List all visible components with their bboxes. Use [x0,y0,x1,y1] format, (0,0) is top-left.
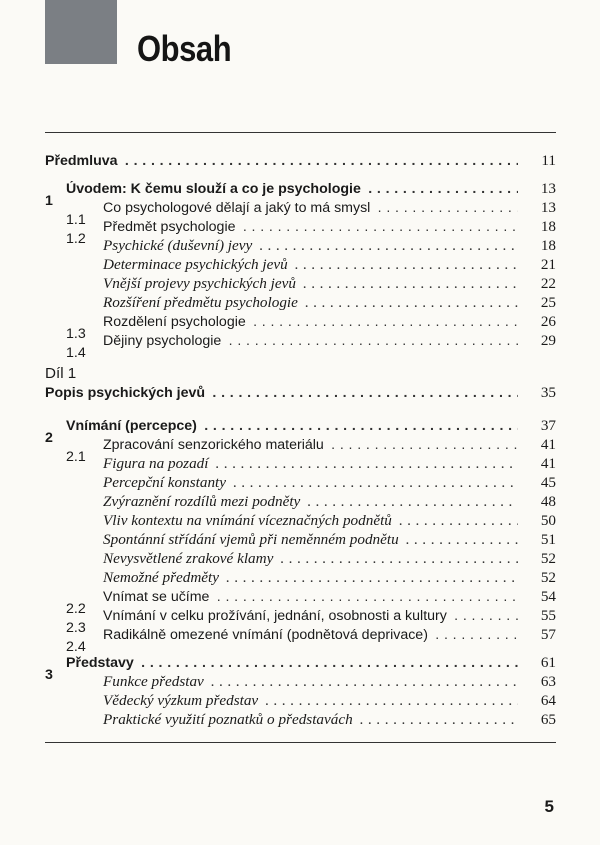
toc-entry-number: 1 [45,193,53,209]
toc-entry-title: Praktické využití poznatků o představách [103,711,356,728]
toc-entry-page: 52 [540,550,556,567]
toc-entry-title: Rozdělení psychologie [103,314,249,330]
toc-entry-title: Zvýraznění rozdílů mezi podněty [103,493,303,510]
toc-entry-title: Funkce představ [103,673,207,690]
toc-entry-sub[interactable] [45,692,556,711]
toc-entry-title: Nemožné předměty [103,569,222,586]
toc-entry-title: Determinace psychických jevů [103,256,291,273]
toc-entry-page: 35 [540,384,556,401]
toc-entry-number: 2.2 [66,601,86,617]
toc-entry-title: Vnímání v celku prožívání, jednání, osobnosti a kultury [103,608,450,624]
toc-entry-page: 41 [540,436,556,453]
toc-entry-page: 29 [540,332,556,349]
toc-entry-number: 2.3 [66,620,86,636]
toc-entry-title: Psychické (duševní) jevy [103,237,255,254]
toc-entry-page: 45 [540,474,556,491]
toc-entry-number: 2.4 [66,639,86,655]
toc-entry-title: Vnímání (percepce) [66,418,200,434]
toc-entry-page: 54 [540,588,556,605]
toc-entry-sub[interactable] [45,294,556,313]
toc-entry-title: Percepční konstanty [103,474,229,491]
toc-entry-page: 63 [540,673,556,690]
top-rule [45,132,556,133]
toc-entry-page: 25 [540,294,556,311]
toc-entry-page: 26 [540,313,556,330]
page-number: 5 [544,797,554,816]
toc-entry-title: Vliv kontextu na vnímání víceznačných podnětů [103,512,395,529]
toc-entry-number: 1.3 [66,326,86,342]
toc-entry-page: 64 [540,692,556,709]
toc-entry-number: 1.4 [66,345,86,361]
toc-entry-page: 18 [540,237,556,254]
toc-entry-title: Dějiny psychologie [103,333,224,349]
toc-spacer [45,403,556,417]
toc-spacer [45,351,556,365]
toc-entry-page: 18 [540,218,556,235]
toc-entry-page: 48 [540,493,556,510]
toc-entry-sub[interactable] [45,512,556,531]
toc-entry-number: 3 [45,667,53,683]
toc-entry-page: 11 [541,152,556,169]
toc-entry-number: 2 [45,430,53,446]
toc-entry-page: 52 [540,569,556,586]
toc-entry-page: 21 [540,256,556,273]
toc-entry-number: 1.1 [66,212,86,228]
header-grey-block [45,0,117,64]
toc-entry-page: 22 [540,275,556,292]
toc-entry-sub[interactable] [45,237,556,256]
toc-entry-title: Vědecký výzkum představ [103,692,261,709]
toc-entry-sub[interactable] [45,550,556,569]
toc-entry-title: Předmět psychologie [103,219,239,235]
toc-entry-title: Předmluva [45,153,121,169]
toc-entry-section[interactable] [45,626,556,655]
toc-entry-number: 2.1 [66,449,86,465]
toc-entry-title: Popis psychických jevů [45,385,208,401]
toc-entry-sub[interactable] [45,569,556,588]
toc-entry-title: Radikálně omezené vnímání (podnětová deprivace) [103,627,431,643]
toc-entry-page: 57 [540,626,556,643]
toc-entry-section[interactable] [45,332,556,361]
toc-entry-sub[interactable] [45,673,556,692]
toc-entry-sub[interactable] [45,256,556,275]
toc-entry-page: 50 [540,512,556,529]
page-title: Obsah [137,28,232,69]
toc-entry-chapter[interactable] [45,384,556,403]
toc-entry-title: Vnější projevy psychických jevů [103,275,299,292]
toc-entry-page: 41 [540,455,556,472]
table-of-contents [45,152,556,730]
toc-entry-title: Zpracování senzorického materiálu [103,437,327,453]
toc-entry-page: 55 [540,607,556,624]
toc-entry-number: 1.2 [66,231,86,247]
toc-entry-title: Figura na pozadí [103,455,211,472]
toc-entry-sub[interactable] [45,474,556,493]
toc-entry-page: 51 [540,531,556,548]
toc-entry-sub[interactable] [45,493,556,512]
toc-entry-title: Úvodem: K čemu slouží a co je psychologie [66,181,364,197]
toc-entry-chapter[interactable] [45,152,556,171]
toc-entry-sub[interactable] [45,531,556,550]
part-label: Díl 1 [45,365,77,382]
bottom-rule [45,742,556,743]
toc-entry-page: 13 [540,180,556,197]
toc-entry-title: Vnímat se učíme [103,589,212,605]
toc-spacer [45,171,556,180]
toc-entry-page: 13 [540,199,556,216]
toc-entry-page: 37 [540,417,556,434]
toc-entry-page: 65 [540,711,556,728]
toc-entry-title: Spontánní střídání vjemů při neměnném podnětu [103,531,402,548]
toc-entry-sub[interactable] [45,275,556,294]
toc-entry-title: Představy [66,655,137,671]
toc-entry-title: Nevysvětlené zrakové klamy [103,550,276,567]
toc-entry-sub[interactable] [45,711,556,730]
toc-entry-page: 61 [540,654,556,671]
toc-spacer [45,645,556,654]
toc-entry-title: Co psychologové dělají a jaký to má smysl [103,200,373,216]
toc-entry-title: Rozšíření předmětu psychologie [103,294,301,311]
toc-entry-sub[interactable] [45,455,556,474]
